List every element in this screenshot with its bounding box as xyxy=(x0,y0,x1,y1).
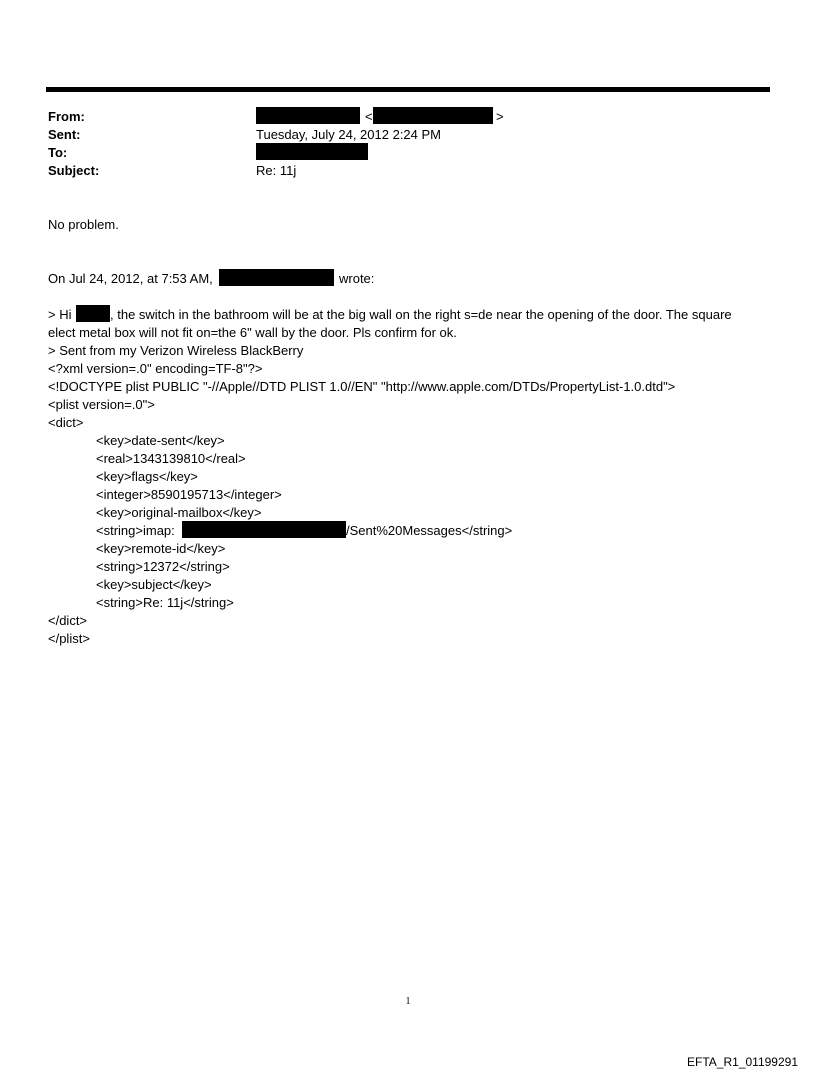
quoted-line-2: elect metal box will not fit on=the 6" wall by the door. Pls confirm for ok. xyxy=(48,325,457,340)
dict-line: <key>subject</key> xyxy=(96,577,212,592)
quote-intro-suffix: wrote: xyxy=(339,271,375,286)
quoted-line-3: > Sent from my Verizon Wireless BlackBerry xyxy=(48,343,304,358)
sent-label: Sent: xyxy=(48,127,81,142)
redacted-recipient xyxy=(256,143,368,160)
dict-line: <string>Re: 11j</string> xyxy=(96,595,234,610)
doctype-line: <!DOCTYPE plist PUBLIC "-//Apple//DTD PLIST 1.0//EN" "http://www.apple.com/DTDs/PropertyList-1.0.dtd"> xyxy=(48,379,676,394)
redacted-greeting-name xyxy=(76,305,110,322)
header-rule xyxy=(46,87,770,92)
quoted-line-1-prefix: > Hi xyxy=(48,307,72,322)
redacted-quoted-sender xyxy=(219,269,334,286)
dict-line: <key>original-mailbox</key> xyxy=(96,505,262,520)
plist-close: </plist> xyxy=(48,631,90,646)
xml-declaration: <?xml version=.0" encoding=TF-8"?> xyxy=(48,361,263,376)
to-label: To: xyxy=(48,145,68,160)
dict-line: <real>1343139810</real> xyxy=(96,451,246,466)
page-number: 1 xyxy=(405,996,411,1007)
plist-open: <plist version=.0"> xyxy=(48,397,155,412)
quote-intro-prefix: On Jul 24, 2012, at 7:53 AM, xyxy=(48,271,213,286)
subject-value: Re: 11j xyxy=(256,163,297,178)
reply-text: No problem. xyxy=(48,217,119,232)
subject-label: Subject: xyxy=(48,163,100,178)
dict-line: <key>date-sent</key> xyxy=(96,433,225,448)
quoted-line-1-suffix: , the switch in the bathroom will be at the big wall on the right s=de near the opening of the door. The square xyxy=(110,307,732,322)
dict-line: <integer>8590195713</integer> xyxy=(96,487,282,502)
redacted-sender-email xyxy=(373,107,493,124)
dict-close: </dict> xyxy=(48,613,88,628)
redacted-sender-name xyxy=(256,107,360,124)
from-label: From: xyxy=(48,109,85,124)
imap-prefix: <string>imap: xyxy=(96,523,175,538)
dict-open: <dict> xyxy=(48,415,84,430)
dict-line: <key>remote-id</key> xyxy=(96,541,226,556)
redacted-imap-account xyxy=(182,521,346,538)
imap-suffix: /Sent%20Messages</string> xyxy=(346,523,513,538)
dict-line: <string>12372</string> xyxy=(96,559,230,574)
from-open-bracket: < xyxy=(365,109,373,124)
dict-line: <key>flags</key> xyxy=(96,469,198,484)
from-close-bracket: > xyxy=(496,109,504,124)
sent-value: Tuesday, July 24, 2012 2:24 PM xyxy=(256,127,441,142)
document-id: EFTA_R1_01199291 xyxy=(687,1055,798,1069)
